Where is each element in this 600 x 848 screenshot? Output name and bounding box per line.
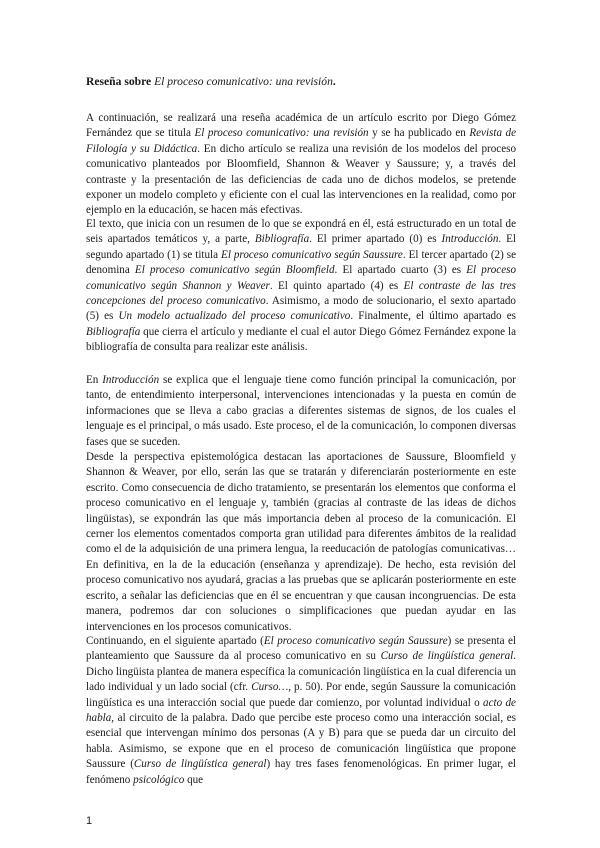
- title-prefix: Reseña sobre: [86, 75, 155, 88]
- italic-reference: Curso de lingüística general: [133, 758, 267, 771]
- text-run: , al circuito de la palabra. Dado que percibe este proceso como una interacción social, es esencial que intervengan mínimo dos personas (A y B) para que se pueda dar un circuito del habla. Asimismo, se expone que en el proceso de comunicación lingüística que propone Saussure (: [86, 712, 516, 771]
- italic-reference: Bibliografía: [86, 325, 141, 338]
- italic-reference: El proceso comunicativo según Bloomfield: [134, 264, 335, 277]
- text-run: se explica que el lenguaje tiene como función principal la comunicación, por tanto, de entendimiento interpersonal, intervenciones intencionadas y la puesta en común de informaciones que se lleva a cabo gracias a diferentes sistemas de signos, de los cuales el lenguaje es el principal, o más usado. Este proceso, el de la comunicación, lo componen diversas fases que se suceden.: [86, 374, 516, 448]
- italic-reference: Introducción: [441, 233, 499, 246]
- page-number: 1: [86, 815, 93, 827]
- text-run: El texto, que inicia con un resumen de lo que se expondrá en él, está estructurado en un total de seis apartados temáticos y, a parte,: [86, 218, 516, 246]
- italic-reference: El proceso comunicativo: una revisión: [194, 127, 369, 140]
- paragraph-epistemologia: [86, 450, 516, 635]
- text-run: En: [86, 374, 103, 386]
- paragraph-intro: [86, 111, 516, 219]
- italic-reference: El proceso comunicativo según Shannon y Weaver: [86, 264, 517, 292]
- text-run: . Dicho lingüista plantea de manera específica la comunicación lingüística en la cual diferencia un lado individual y un lado social (cfr.: [86, 650, 516, 694]
- italic-reference: El contraste de las tres concepciones del proceso comunicativo: [86, 279, 516, 308]
- paragraph-introduccion: [86, 373, 516, 450]
- italic-reference: psicológico: [133, 773, 185, 786]
- text-run: . Asimismo, a modo de solucionario, el sexto apartado (5) es: [86, 295, 516, 323]
- paragraph-structure: [86, 217, 516, 356]
- text-run: . El primer apartado (0) es: [309, 233, 442, 246]
- review-title: [86, 74, 526, 90]
- text-run: Continuando, en el siguiente apartado (: [86, 635, 264, 647]
- title-end: .: [332, 75, 336, 88]
- text-run: que: [184, 773, 204, 786]
- italic-reference: Revista de Filología y su Didáctica: [86, 127, 517, 155]
- text-run: . Finalmente, el último apartado es: [350, 310, 516, 323]
- text-run: . El tercer apartado (2) se denomina: [86, 248, 516, 277]
- italic-reference: El proceso comunicativo según Saussure: [221, 248, 403, 261]
- text-run: que cierra el artículo y mediante el cual el autor Diego Gómez Fernández expone la bibliografía de consulta para realizar este análisis.: [86, 325, 516, 354]
- text-run: . El quinto apartado (4) es: [269, 279, 404, 292]
- italic-reference: Bibliografía: [254, 233, 310, 246]
- italic-reference: acto de habla: [86, 696, 516, 725]
- text-run: Desde la perspectiva epistemológica destacan las aportaciones de Saussure, Bloomfield y Shannon & Weaver, por ello, serán las que se tratarán y diferenciarán posteriormente en este escrito. Como consecuencia de dicho tratamiento, se presentarán los elementos que conforma el proceso comunicativo en el lenguaje y, también (gracias al contraste de las ideas de dichos lingüistas), se expondrán las que más importancia deben al proceso de la comunicación. El cerner los elementos comentados comporta gran utilidad para diferentes ámbitos de la realidad como el de la adquisición de una primera lengua, la reeducación de patologías comunicativas… En definitiva, en la de la educación (enseñanza y aprendizaje). De hecho, esta revisión del proceso comunicativo nos ayudará, gracias a las pruebas que se aplicarán posteriormente en este escrito, a señalar las deficiencias que en él se encuentran y que causan incongruencias. De esta manera, podremos dar con soluciones o simplificaciones que puedan ayudar en las intervenciones en los procesos comunicativos.: [86, 451, 516, 633]
- text-run: . El apartado cuarto (3) es: [334, 264, 467, 277]
- paragraph-group-introduccion: [86, 373, 516, 635]
- italic-reference: Curso…: [251, 681, 289, 694]
- text-run: . El segundo apartado (1) se titula: [86, 233, 516, 261]
- title-work: El proceso comunicativo: una revisión: [154, 75, 333, 88]
- italic-reference: Curso de lingüística general: [380, 650, 514, 663]
- italic-reference: Un modelo actualizado del proceso comunicativo: [118, 310, 351, 323]
- text-run: . En dicho artículo se realiza una revisión de los modelos del proceso comunicativo planteados por Bloomfield, Shannon & Weaver y Saussure; y, a través del contraste y la presentación de las deficiencias de cada uno de dichos modelos, se pretende exponer un modelo completo y eficiente con el cual las intervenciones en la realidad, como por ejemplo en la educación, se hacen más efectivas.: [86, 142, 516, 217]
- text-run: ) hay tres fases fenomenológicas. En primer lugar, el fenómeno: [86, 758, 516, 786]
- text-run: ) se presenta el planteamiento que Saussure da al proceso comunicativo en su: [86, 635, 516, 663]
- italic-reference: Introducción: [102, 374, 160, 386]
- text-run: A continuación, se realizará una reseña académica de un artículo escrito por Diego Gómez Fernández que se titula: [86, 112, 516, 140]
- text-run: y se ha publicado en: [368, 127, 470, 140]
- text-run: , p. 50). Por ende, según Saussure la comunicación lingüística es una interacción social que puede dar comienzo, por voluntad individual o: [86, 681, 516, 709]
- italic-reference: El proceso comunicativo según Saussure: [263, 635, 448, 647]
- paragraph-saussure: [86, 634, 516, 788]
